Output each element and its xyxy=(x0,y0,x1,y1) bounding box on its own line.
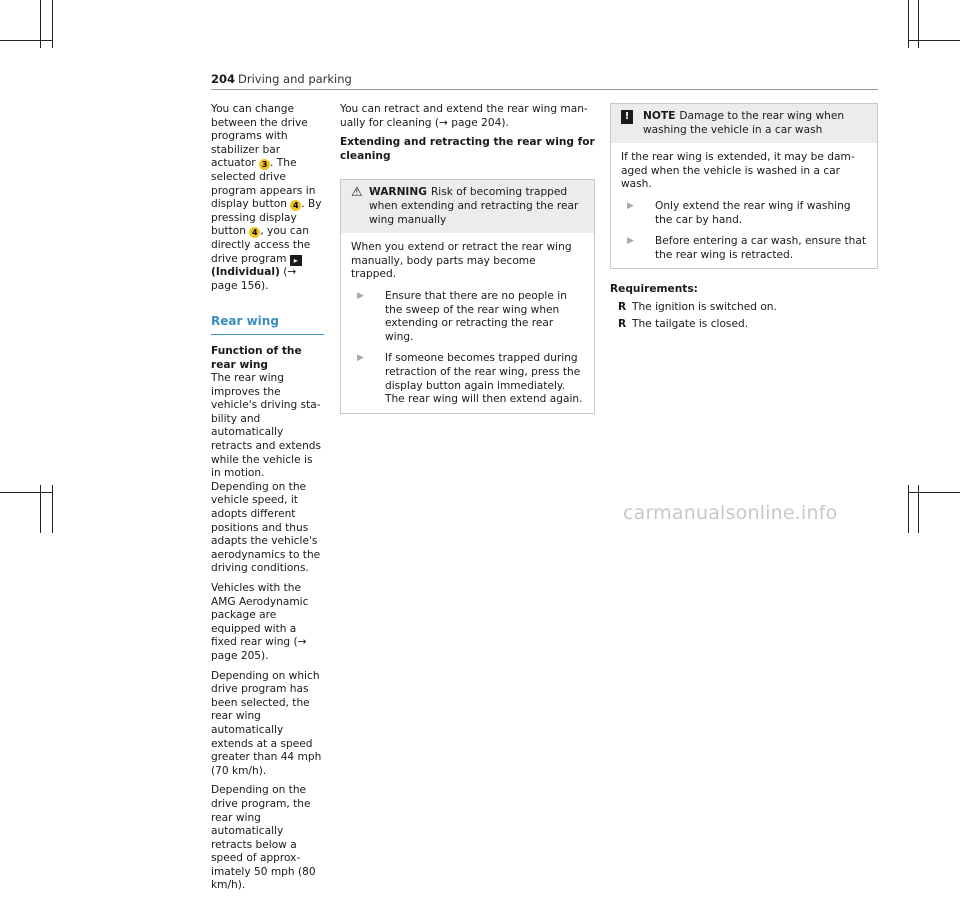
note-body xyxy=(611,143,877,268)
step-arrow-icon: ▶ xyxy=(627,236,634,247)
warning-body xyxy=(341,233,594,413)
chapter-title: Driving and parking xyxy=(238,72,352,86)
callout-badge: 3 xyxy=(259,159,270,170)
note-text: If the rear wing is extended, it may be dam-aged when the vehicle is washed in a car wash. xyxy=(621,151,855,191)
intro-text: . By pressing display button xyxy=(211,198,322,238)
section-title: Rear wing xyxy=(211,314,279,329)
requirements-title: Requirements: xyxy=(610,283,698,296)
subheading: Function of the rear wing xyxy=(211,344,302,371)
program-name: (Individual) xyxy=(211,266,280,279)
exclamation-icon: ! xyxy=(621,110,633,124)
step-text: Before entering a car wash, ensure that the rear wing is retracted. xyxy=(655,235,867,261)
instruction-step xyxy=(621,200,867,227)
note-heading-text: Damage to the rear wing when washing the vehicle in a car wash xyxy=(643,110,845,136)
instruction-step xyxy=(351,290,584,344)
intro-paragraph xyxy=(211,103,324,293)
callout-badge: 4 xyxy=(290,200,301,211)
warning-label: WARNING xyxy=(369,186,427,199)
warning-header xyxy=(341,180,594,233)
requirement-item xyxy=(618,301,878,315)
step-arrow-icon: ▶ xyxy=(627,200,634,211)
body-paragraph: You can retract and extend the rear wing man-ually for cleaning (→ page 204). xyxy=(340,103,588,129)
page-reference: (→ page 156). xyxy=(211,266,297,292)
page-number: 204 xyxy=(211,72,236,86)
warning-text: When you extend or retract the rear wing manually, body parts may become trapped. xyxy=(351,241,572,281)
bullet-icon: R xyxy=(618,317,627,330)
note-box xyxy=(610,103,878,269)
instruction-step xyxy=(351,352,584,406)
intro-text: You can change between the drive programs with stabilizer bar actuator xyxy=(211,103,308,170)
drive-program-icon: ▸ xyxy=(290,255,302,266)
section-divider xyxy=(211,334,324,335)
step-text: If someone becomes trapped during retraction of the rear wing, press the display button again immediately. The rear wing will then extend again. xyxy=(385,352,583,406)
note-heading xyxy=(643,110,867,137)
requirement-text: The tailgate is closed. xyxy=(632,317,749,330)
note-label: NOTE xyxy=(643,110,676,122)
warning-box xyxy=(340,179,595,413)
crop-mark xyxy=(0,40,53,41)
crop-mark xyxy=(0,492,53,493)
step-text: Ensure that there are no people in the sweep of the rear wing when extending or retracting the rear wing. xyxy=(385,289,567,343)
column-middle xyxy=(340,103,595,414)
warning-heading-text: Risk of becoming trapped when extending and retracting the rear wing manually xyxy=(369,186,579,226)
intro-text: , you can directly access the drive program xyxy=(211,225,311,265)
callout-badge: 4 xyxy=(249,227,260,238)
note-header xyxy=(611,104,877,143)
header-divider xyxy=(211,89,878,90)
body-paragraph: Vehicles with the AMG Aerodynamic package are equipped with a fixed rear wing (→ page 205). xyxy=(211,582,309,662)
crop-mark xyxy=(908,40,960,41)
step-text: Only extend the rear wing if washing the car by hand. xyxy=(655,199,851,226)
body-paragraph: Depending on which drive program has been selected, the rear wing automatically extends at a speed greater than 44 mph (70 km/h). xyxy=(211,669,322,777)
warning-heading xyxy=(369,186,584,227)
crop-mark xyxy=(908,492,960,493)
requirement-text: The ignition is switched on. xyxy=(632,300,777,313)
intro-text: . The selected drive program appears in display button xyxy=(211,157,316,211)
bullet-icon: R xyxy=(618,300,627,313)
instruction-step xyxy=(621,235,867,262)
subheading: Extending and retracting the rear wing for cleaning xyxy=(340,136,595,162)
requirement-item xyxy=(618,318,878,332)
warning-triangle-icon: ⚠ xyxy=(351,185,363,201)
body-paragraph: Depending on the drive program, the rear wing automatically retracts below a speed of approx-imately 50 mph (80 km/h). xyxy=(211,784,316,892)
watermark-text: carmanualsonline.info xyxy=(623,502,838,524)
step-arrow-icon: ▶ xyxy=(357,290,364,301)
column-left xyxy=(211,103,324,899)
column-right xyxy=(610,103,878,331)
step-arrow-icon: ▶ xyxy=(357,353,364,364)
body-paragraph: The rear wing improves the vehicle's driving sta-bility and automatically retracts and extends while the vehicle is in motion. Depending on the vehicle speed, it adopts different positions and thus adapts the vehicle's aerodynamics to the driving conditions. xyxy=(211,372,322,575)
